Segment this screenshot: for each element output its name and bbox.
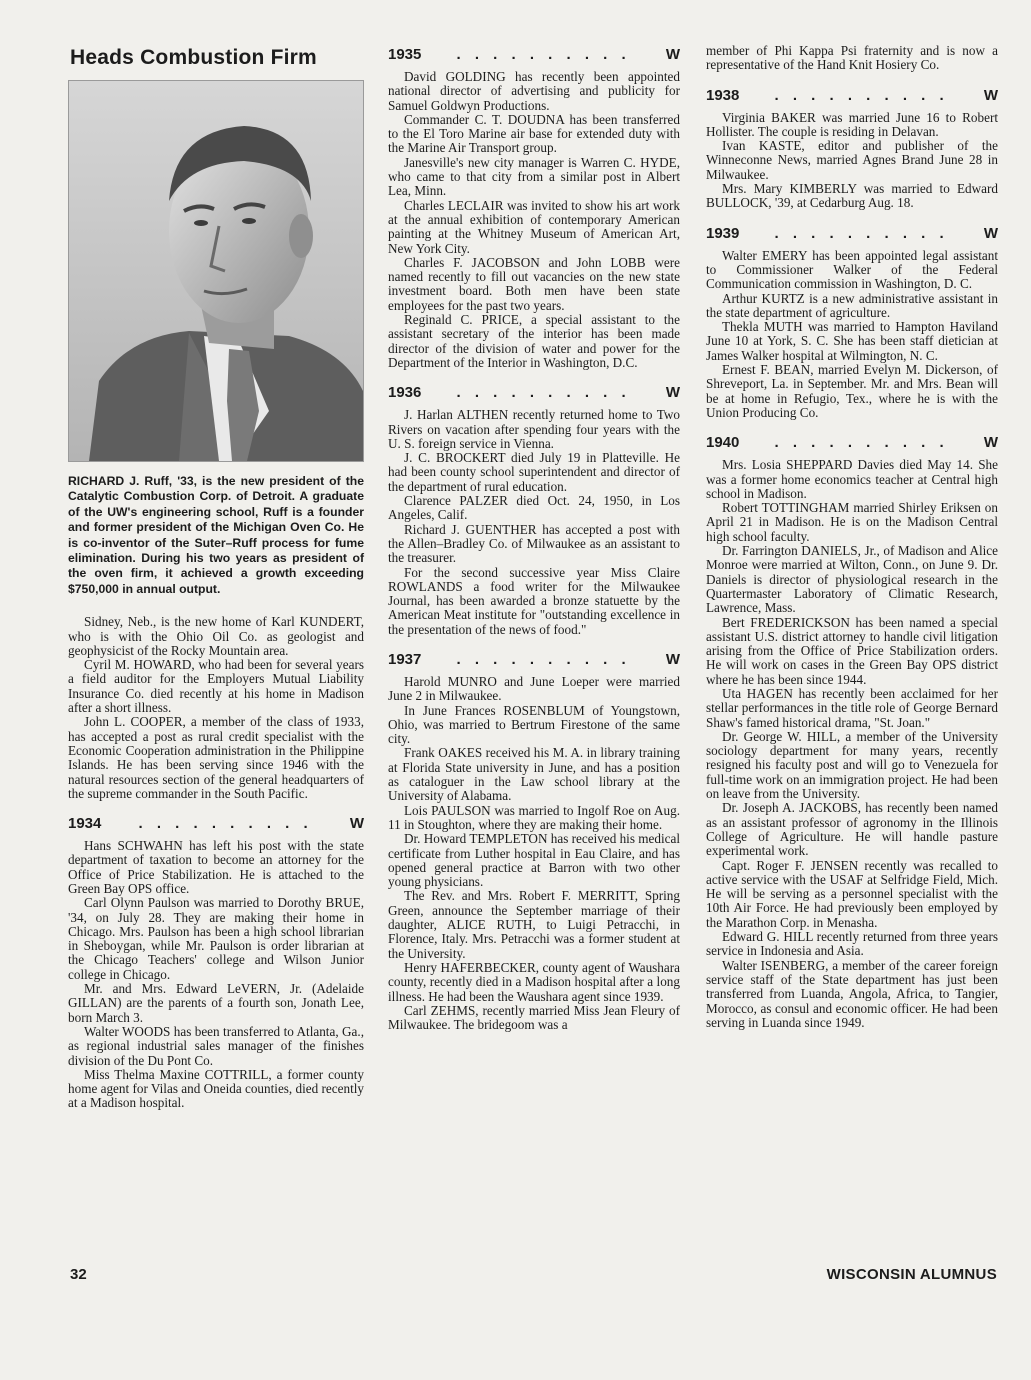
paragraph: Commander C. T. DOUDNA has been transferred to the El Toro Marine air base for extended duty with the Marine Air Transport group. (388, 111, 680, 156)
paragraph: Richard J. GUENTHER has accepted a post with the Allen–Bradley Co. of Milwaukee as an assistant to the treasurer. (388, 521, 680, 566)
paragraph: Mrs. Losia SHEPPARD Davies died May 14. She was a former home economics teacher at Central high school in Madison. (706, 457, 998, 501)
paragraph: Reginald C. PRICE, a special assistant to the assistant secretary of the interior has been made director of the division of water and power for the Department of the Interior in Washington, D.C. (388, 312, 680, 370)
paragraph: John L. COOPER, a member of the class of 1933, has accepted a post as rural credit specialist with the Economic Cooperation administration in the Philippine Islands. He has been serving since 1946 with the natural resources section of the general headquarters of the supreme commander in the South Pacific. (68, 714, 364, 801)
section-heading-1938 (706, 87, 998, 104)
paragraph: Henry HAFERBECKER, county agent of Waushara county, recently died in a Madison hospital after a long illness. He had been the Waushara agent since 1939. (388, 959, 680, 1004)
paragraph: Charles LECLAIR was invited to show his art work at the annual exhibition of contemporary American painting at the Whitney Museum of American Art, New York City. (388, 197, 680, 256)
paragraph: Ernest F. BEAN, married Evelyn M. Dickerson, of Shreveport, La. in September. Mr. and Mrs. Bean will be at home in Refugio, Tex., where he is with the Union Producing Co. (706, 362, 998, 420)
paragraph: For the second successive year Miss Claire ROWLANDS a food writer for the Milwaukee Journal, has been awarded a bronze statuette by the American Meat institute for "outstanding excellence in the presentation of the news of food." (388, 564, 680, 637)
photo-caption: RICHARD J. Ruff, '33, is the new president of the Catalytic Combustion Corp. of Detroit. A graduate of the UW's engineering school, Ruff is a founder and former president of the Michigan Oven Co. He is co-inventor of the Suter–Ruff process for fume elimination. During his two years as president of the oven firm, it achieved a growth exceeding $750,000 in annual output. (68, 474, 364, 596)
section-heading-1936 (388, 384, 680, 401)
section-heading-1935 (388, 46, 680, 63)
portrait-photo (68, 80, 364, 462)
paragraph: Lois PAULSON was married to Ingolf Roe on Aug. 11 in Stoughton, where they are making their home. (388, 802, 680, 832)
paragraph: Mrs. Mary KIMBERLY was married to Edward BULLOCK, '39, at Cedarburg Aug. 18. (706, 181, 998, 211)
paragraph: In June Frances ROSENBLUM of Youngstown, Ohio, was married to Bertrum Firestone of the same city. (388, 702, 680, 747)
paragraph: Edward G. HILL recently returned from three years service in Indonesia and Asia. (706, 929, 998, 959)
feature-title: Heads Combustion Firm (70, 46, 317, 69)
section-heading-1939 (706, 225, 998, 242)
section-year: 1938 (706, 86, 740, 104)
column-1 (68, 44, 364, 1111)
section-dots: . . . . . . . . . . (138, 815, 313, 833)
paragraph: Dr. Farrington DANIELS, Jr., of Madison and Alice Monroe were married at Wilton, Conn., on June 9. Dr. Daniels is director of physiological research in the Quartermaster Laboratory of Climatic Research, Lawrence, Mass. (706, 543, 998, 616)
paragraph: Hans SCHWAHN has left his post with the state department of taxation to become an attorney for the Office of Price Stabilization. He is attached to the Green Bay OPS office. (68, 838, 364, 896)
paragraph: J. C. BROCKERT died July 19 in Platteville. He had been county school superintendent and director of the department of rural education. (388, 450, 680, 494)
page-number: 32 (70, 1266, 87, 1283)
paragraph: Capt. Roger F. JENSEN recently was recalled to active service with the USAF at Selfridge Field, Mich. He will be serving as a personnel specialist with the 10th Air Force. He had previously been employed by the Marathon Corp. in Menasha. (706, 857, 998, 930)
paragraph: Mr. and Mrs. Edward LeVERN, Jr. (Adelaide GILLAN) are the parents of a fourth son, Jonath Lee, born March 3. (68, 981, 364, 1025)
column-2 (388, 44, 680, 1032)
section-mark: W (665, 384, 680, 402)
paragraph: J. Harlan ALTHEN recently returned home to Two Rivers on vacation after spending four years with the U. S. foreign service in Vienna. (388, 407, 680, 451)
paragraph: Dr. George W. HILL, a member of the University sociology department for many years, recently resigned his faculty post and will go to Venezuela for full-time work on an immigration project. He had been on leave from the University. (706, 728, 998, 802)
paragraph: Miss Thelma Maxine COTTRILL, a former county home agent for Vilas and Oneida counties, died recently at a Madison hospital. (68, 1066, 364, 1111)
paragraph: Dr. Howard TEMPLETON has received his medical certificate from Luther hospital in Eau Claire, and has opened general practice at Barron with two other young physicians. (388, 831, 681, 890)
paragraph: Charles F. JACOBSON and John LOBB were named recently to fill out vacancies on the new state investment board. Both men have been state employees for the past two years. (388, 254, 680, 313)
column-3 (706, 44, 998, 1030)
paragraph: Cyril M. HOWARD, who had been for several years a field auditor for the Employers Mutual Liability Insurance Co. died recently at his home in Madison after a short illness. (68, 657, 364, 716)
section-heading-1934 (68, 815, 364, 832)
paragraph: Janesville's new city manager is Warren C. HYDE, who came to that city from a similar post in Albert Lea, Minn. (388, 154, 680, 199)
section-mark: W (983, 224, 998, 242)
paragraph: Clarence PALZER died Oct. 24, 1950, in Los Angeles, Calif. (388, 493, 680, 523)
magazine-title: WISCONSIN ALUMNUS (826, 1266, 997, 1283)
paragraph: Ivan KASTE, editor and publisher of the Winneconne News, married Agnes Brand June 28 in Milwaukee. (706, 138, 998, 182)
section-mark: W (665, 46, 680, 63)
paragraph: Harold MUNRO and June Loeper were married June 2 in Milwaukee. (388, 673, 680, 704)
section-year: 1936 (388, 384, 422, 402)
section-mark: W (349, 815, 364, 833)
section-dots: . . . . . . . . . . (774, 86, 949, 104)
paragraph: David GOLDING has recently been appointed national director of advertising and publicity for Samuel Goldwyn Productions. (388, 69, 680, 113)
section-mark: W (983, 434, 998, 452)
section-year: 1934 (68, 815, 102, 833)
section-year: 1940 (706, 434, 740, 452)
paragraph: Carl Olynn Paulson was married to Dorothy BRUE, '34, on July 28. They are making their home in Chicago. Mrs. Paulson has been a high school librarian in Sheboygan, while Mr. Paulson is order librarian at the Chicago Teachers' college and Wilson Junior college in Chicago. (68, 895, 364, 982)
paragraph: Virginia BAKER was married June 16 to Robert Hollister. The couple is residing in Delavan. (706, 109, 998, 139)
paragraph: Uta HAGEN has recently been acclaimed for her stellar performances in the title role of George Bernard Shaw's famed historical drama, "St. Joan." (706, 685, 998, 730)
continuation-paragraph: member of Phi Kappa Psi fraternity and is now a representative of the Hand Knit Hosiery Co. (706, 43, 998, 73)
section-dots: . . . . . . . . . . (456, 46, 631, 63)
paragraph: Walter ISENBERG, a member of the career foreign service staff of the State department has just been transferred from Luanda, Angola, Africa, to Tangier, Morocco, as consul and economic officer. He had been serving in Luanda since 1949. (706, 957, 998, 1030)
paragraph: Carl ZEHMS, recently married Miss Jean Fleury of Milwaukee. The bridegoom was a (388, 1002, 680, 1033)
section-year: 1935 (388, 46, 422, 63)
section-dots: . . . . . . . . . . (774, 434, 949, 452)
section-year: 1937 (388, 650, 422, 668)
portrait-illustration (69, 81, 363, 461)
section-mark: W (983, 86, 998, 104)
section-dots: . . . . . . . . . . (774, 224, 949, 242)
paragraph: Bert FREDERICKSON has been named a special assistant U.S. district attorney to handle civil litigation arising from the Office of Price Stabilization orders. He will work on cases in the Green Bay OPS district where he has been since 1944. (706, 614, 998, 687)
paragraph: Robert TOTTINGHAM married Shirley Eriksen on April 21 in Madison. He is on the Madison Central high school faculty. (706, 500, 998, 544)
section-year: 1939 (706, 224, 740, 242)
section-mark: W (665, 650, 680, 668)
paragraph: Walter EMERY has been appointed legal assistant to Commissioner Walker of the Federal Communication commission in Washington, D. C. (706, 247, 998, 292)
section-heading-1940 (706, 434, 998, 451)
paragraph: Frank OAKES received his M. A. in library training at Florida State university in June, and has a position as cataloguer in the Law school library at the University of Alabama. (388, 745, 680, 804)
paragraph: The Rev. and Mrs. Robert F. MERRITT, Spring Green, announce the September marriage of their daughter, ALICE RUTH, to Luigi Petracchi, in Florence, Italy. Mrs. Petracchi was a former student at the University. (388, 888, 680, 961)
paragraph: Dr. Joseph A. JACKOBS, has recently been named as an assistant professor of agronomy in the Illinois College of Agriculture. He will handle pasture experimental work. (706, 800, 998, 859)
paragraph: Walter WOODS has been transferred to Atlanta, Ga., as regional industrial sales manager of the finishes division of the Du Pont Co. (68, 1023, 364, 1068)
paragraph: Arthur KURTZ is a new administrative assistant in the state department of agriculture. (706, 290, 998, 320)
paragraph: Sidney, Neb., is the new home of Karl KUNDERT, who is with the Ohio Oil Co. as geologist and geophysicist of the Rocky Mountain area. (68, 614, 364, 658)
section-dots: . . . . . . . . . . (456, 384, 631, 402)
paragraph: Thekla MUTH was married to Hampton Haviland June 10 at York, S. C. She has been staff dietician at James Walker hospital at Wilmington, N. C. (706, 319, 998, 363)
section-heading-1937 (388, 651, 680, 668)
section-dots: . . . . . . . . . . (456, 650, 631, 668)
